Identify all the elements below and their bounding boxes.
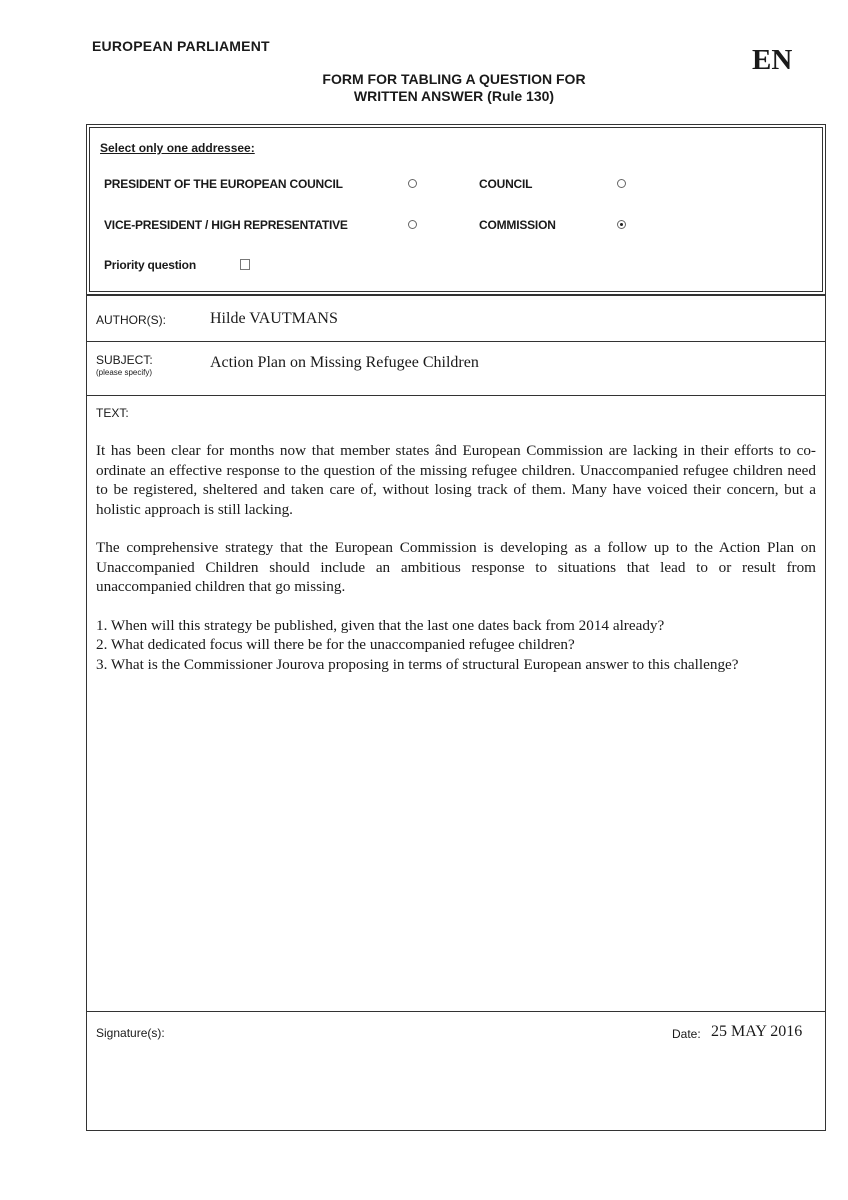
priority-question-label: Priority question — [104, 258, 196, 272]
language-code: EN — [752, 44, 793, 76]
date-value: 25 MAY 2016 — [711, 1023, 803, 1040]
organization-name: EUROPEAN PARLIAMENT — [92, 38, 270, 54]
option-label-council: COUNCIL — [479, 177, 533, 191]
text-paragraph-1: It has been clear for months now that member states ând European Commission are lacking in their efforts to co-ordinate an effective response to the question of the missing refugee children. Unaccompanied refugee children need to be registered, sheltered and taken care of, without losing track of them. Many have voiced their concern, but a holistic approach is still lacking. — [96, 442, 816, 518]
divider-author — [86, 341, 826, 342]
author-label: AUTHOR(S): — [96, 313, 166, 327]
radio-commission[interactable] — [617, 220, 626, 229]
addressee-heading: Select only one addressee: — [100, 141, 255, 155]
subject-value: Action Plan on Missing Refugee Children — [210, 354, 479, 371]
radio-president-european-council[interactable] — [408, 179, 417, 188]
radio-council[interactable] — [617, 179, 626, 188]
option-label-commission: COMMISSION — [479, 218, 556, 232]
question-item-3: 3. What is the Commissioner Jourova proposing in terms of structural European answer to this challenge? — [96, 655, 739, 673]
question-list — [96, 616, 816, 675]
option-label-president-european-council: PRESIDENT OF THE EUROPEAN COUNCIL — [104, 177, 343, 191]
question-item-2: 2. What dedicated focus will there be for the unaccompanied refugee children? — [96, 636, 575, 653]
form-title-line-1: FORM FOR TABLING A QUESTION FOR — [322, 71, 586, 87]
subject-sublabel: (please specify) — [96, 368, 153, 377]
text-paragraph-2: The comprehensive strategy that the European Commission is developing as a follow up to the Action Plan on Unaccompanied Children should include an ambitious response to situations that lead to or result from unaccompanied children that go missing. — [96, 539, 816, 595]
signature-label: Signature(s): — [96, 1026, 165, 1040]
subject-label: SUBJECT: — [96, 353, 153, 367]
question-form-frame — [86, 295, 826, 1131]
divider-text — [86, 1011, 826, 1012]
question-item-1: 1. When will this strategy be published, given that the last one dates back from 2014 already? — [96, 616, 665, 634]
divider-subject — [86, 395, 826, 396]
question-text — [96, 441, 816, 674]
form-title-line-2: WRITTEN ANSWER (Rule 130) — [353, 88, 555, 104]
text-label: TEXT: — [96, 406, 129, 420]
date-label: Date: — [672, 1027, 701, 1041]
option-label-vice-president-high-representative: VICE-PRESIDENT / HIGH REPRESENTATIVE — [104, 218, 348, 232]
form-title — [240, 71, 668, 105]
author-value: Hilde VAUTMANS — [210, 310, 338, 327]
priority-question-checkbox[interactable] — [240, 259, 250, 270]
radio-vice-president-high-representative[interactable] — [408, 220, 417, 229]
